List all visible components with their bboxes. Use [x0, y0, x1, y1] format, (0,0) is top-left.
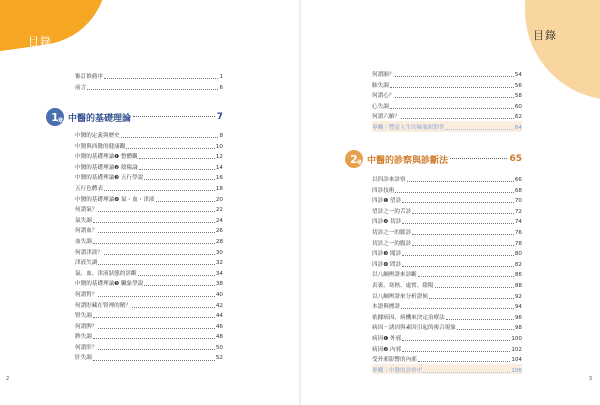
toc-entry-page: 78	[514, 240, 522, 247]
toc-entry-label: 望診之一的舌診	[372, 208, 412, 215]
leader-dots	[132, 307, 215, 308]
leader-dots	[98, 328, 214, 329]
toc-entry-page: 76	[514, 229, 522, 236]
toc-entry[interactable]	[372, 258, 522, 269]
toc-entry-page: 58	[514, 93, 522, 100]
toc-entry[interactable]	[75, 309, 223, 320]
toc-entry-page: 24	[215, 217, 223, 224]
toc-entry-label: 病因❷ 內邪	[372, 346, 402, 353]
chapter-2-entries	[372, 173, 522, 374]
toc-entry-label: 審訂推薦序	[75, 74, 103, 80]
toc-entry-label: 何謂貯藏在腎裡的精？	[75, 302, 131, 309]
left-page-number: 2	[6, 376, 10, 382]
toc-entry-page: 92	[514, 293, 522, 300]
leader-dots	[98, 264, 214, 265]
toc-entry-page: 26	[215, 228, 223, 235]
toc-entry-page: 80	[514, 251, 522, 258]
toc-entry-page: 22	[215, 207, 223, 214]
toc-entry[interactable]	[372, 364, 522, 375]
toc-entry-label: 何謂氣？	[75, 207, 98, 214]
toc-entry[interactable]	[372, 110, 522, 121]
toc-entry-page: 54	[514, 72, 522, 78]
toc-entry-label: 中醫的基礎理論❺ 臟象學說	[75, 281, 144, 288]
toc-entry-label: 四診❷ 切診	[372, 219, 402, 226]
toc-entry[interactable]	[372, 194, 522, 205]
leader-dots	[144, 179, 215, 180]
toc-entry-page: 104	[511, 357, 522, 364]
right-page	[300, 0, 600, 405]
toc-entry-page: 44	[215, 313, 223, 320]
leader-dots	[104, 254, 215, 255]
toc-entry-label: 何謂心？	[372, 93, 395, 100]
toc-entry-label: 四診技術	[372, 187, 395, 194]
right-page-number: 3	[588, 376, 592, 382]
toc-entry-page: 82	[514, 261, 522, 268]
leader-dots	[395, 76, 513, 77]
toc-entry-page: 74	[514, 219, 522, 226]
leader-dots	[104, 190, 215, 191]
leader-dots	[390, 87, 514, 88]
leader-dots	[402, 266, 514, 267]
toc-entry-page: 106	[511, 367, 522, 374]
toc-entry-page: 16	[215, 175, 223, 182]
chapter-2-heading[interactable]	[345, 150, 522, 168]
toc-entry-label: 四診❶ 望診	[372, 198, 402, 205]
toc-entry-page: 56	[514, 82, 522, 89]
toc-entry-label: 病因－誘因與素因引起的複合現象	[372, 325, 456, 332]
leader-dots	[446, 129, 514, 130]
toc-entry[interactable]	[372, 79, 522, 90]
toc-entry-page: 18	[215, 185, 223, 192]
right-page-title: 目錄	[533, 29, 557, 42]
toc-entry-page: 64	[514, 124, 522, 131]
leader-dots	[98, 211, 214, 212]
toc-entry[interactable]	[372, 237, 522, 248]
toc-entry-label: 表裏、寒熱、虛實、陰陽	[372, 282, 434, 289]
toc-entry[interactable]	[372, 121, 522, 132]
leader-dots	[423, 372, 510, 373]
leader-dots	[457, 329, 514, 330]
toc-entry-label: 中醫與西醫的健康觀	[75, 143, 126, 150]
toc-entry-page: 42	[215, 302, 223, 309]
toc-entry[interactable]	[372, 321, 522, 332]
chapter-1-entries	[75, 129, 223, 362]
leader-dots	[435, 287, 514, 288]
toc-entry-label: 四診❹ 問診	[372, 261, 402, 268]
leader-dots	[412, 234, 514, 235]
toc-entry[interactable]	[372, 173, 522, 184]
toc-entry-label: 中醫的基礎理論❹ 氣・血・津液	[75, 196, 155, 203]
toc-entry[interactable]	[372, 290, 522, 301]
toc-entry-label: 腎失調	[75, 313, 92, 320]
toc-entry[interactable]	[75, 351, 223, 362]
toc-entry-page: 20	[215, 196, 223, 203]
toc-entry-page: 12	[215, 154, 223, 161]
toc-entry-label: 中醫的定義與歷史	[75, 133, 120, 139]
toc-entry-page: 86	[514, 272, 522, 279]
leader-dots	[412, 245, 514, 246]
toc-entry-label: 中醫的基礎理論❸ 五行學說	[75, 175, 144, 182]
toc-entry-page: 68	[514, 187, 522, 194]
toc-entry-label: 五行色體表	[75, 185, 103, 192]
toc-entry-label: 中醫的基礎理論❷ 陰陽論	[75, 164, 138, 171]
toc-entry-label: 何謂腎？	[75, 291, 98, 298]
leader-dots	[121, 137, 219, 138]
toc-entry[interactable]	[372, 205, 522, 216]
toc-entry-page: 40	[215, 291, 223, 298]
toc-entry-label: 中醫的基礎理論❶ 整體觀	[75, 154, 138, 161]
toc-entry[interactable]	[372, 184, 522, 195]
toc-entry[interactable]	[75, 320, 223, 331]
toc-entry-label: 以八綱辨證來分析證候	[372, 293, 428, 300]
toc-entry-page: 30	[215, 249, 223, 256]
toc-entry-page: 96	[514, 314, 522, 321]
toc-entry[interactable]	[75, 140, 223, 151]
toc-entry-label: 本證與標證	[372, 304, 400, 311]
toc-entry-label: 切診之一的脈診	[372, 229, 412, 236]
leader-dots	[412, 213, 514, 214]
toc-entry-page: 8	[219, 133, 223, 139]
leader-dots	[93, 222, 215, 223]
toc-entry[interactable]	[75, 193, 223, 204]
toc-entry-page: 62	[514, 114, 522, 121]
leader-dots	[402, 351, 510, 352]
toc-entry-label: 心失調	[372, 103, 389, 110]
leader-dots	[93, 338, 215, 339]
leader-dots	[104, 78, 218, 79]
toc-entry-label: 何謂肺？	[372, 72, 395, 78]
toc-entry-page: 52	[215, 355, 223, 362]
toc-entry-label: 氣、血、津液狀態的診斷	[75, 270, 137, 277]
toc-entry-label: 專欄｜中醫的診察史	[372, 367, 423, 374]
toc-entry-label: 何謂血？	[75, 228, 98, 235]
toc-entry[interactable]	[75, 182, 223, 193]
toc-entry-label: 專欄｜豐富人生的臉腸相對性	[372, 124, 445, 131]
leader-dots	[133, 116, 215, 117]
leader-dots	[93, 317, 215, 318]
toc-entry-page: 102	[511, 346, 522, 353]
leader-dots	[98, 232, 214, 233]
toc-entry[interactable]	[75, 256, 223, 267]
toc-entry-page: 34	[215, 270, 223, 277]
toc-entry[interactable]	[75, 299, 223, 310]
left-page-title: 目錄	[28, 35, 52, 48]
toc-entry-label: 四診❸ 聞診	[372, 251, 402, 258]
leader-dots	[144, 285, 215, 286]
leader-dots	[139, 169, 215, 170]
toc-entry[interactable]	[372, 268, 522, 279]
toc-entry[interactable]	[372, 68, 522, 79]
leader-dots	[93, 243, 215, 244]
leader-dots	[87, 89, 218, 90]
chapter-1-page: 7	[216, 112, 223, 122]
toc-entry-label: 氣失調	[75, 217, 92, 224]
toc-entry-page: 60	[514, 103, 522, 110]
leader-dots	[446, 319, 514, 320]
toc-entry[interactable]	[75, 288, 223, 299]
title-tab-blob	[525, 0, 600, 100]
toc-entry[interactable]	[75, 235, 223, 246]
toc-entry-label: 肺失調	[372, 82, 389, 89]
toc-entry[interactable]	[75, 161, 223, 172]
chapter-1-heading[interactable]	[46, 108, 223, 126]
toc-entry-label: 肝失調	[75, 355, 92, 362]
leader-dots	[156, 201, 215, 202]
toc-entry-label: 依據病因、病機來決定治療法	[372, 314, 445, 321]
toc-entry[interactable]	[372, 100, 522, 111]
leader-dots	[98, 296, 214, 297]
chapter-1-continued-entries	[372, 68, 522, 132]
toc-entry-page: 50	[215, 344, 223, 351]
toc-entry[interactable]	[372, 332, 522, 343]
chapter-1-badge: 1 章	[46, 108, 64, 126]
toc-entry[interactable]	[75, 203, 223, 214]
leader-dots	[139, 158, 215, 159]
toc-entry-page: 10	[215, 143, 223, 150]
toc-entry[interactable]	[372, 215, 522, 226]
leader-dots	[401, 308, 514, 309]
toc-entry-label: 以八綱辨證來診斷	[372, 272, 417, 279]
toc-entry[interactable]	[75, 224, 223, 235]
leader-dots	[418, 276, 514, 277]
front-matter-list	[75, 70, 223, 91]
leader-dots	[138, 275, 215, 276]
leader-dots	[429, 298, 514, 299]
toc-entry[interactable]	[75, 171, 223, 182]
toc-entry-page: 1	[219, 74, 223, 80]
toc-entry[interactable]	[372, 311, 522, 322]
leader-dots	[450, 158, 507, 159]
toc-entry-label: 何謂脾？	[75, 323, 98, 330]
toc-entry-label: 受外邪影響的內邪	[372, 357, 417, 364]
chapter-2-title: 中醫的診察與診斷法	[367, 155, 449, 166]
toc-entry-label: 津液失調	[75, 260, 98, 267]
toc-entry[interactable]	[372, 353, 522, 364]
toc-entry-page: 32	[215, 260, 223, 267]
toc-entry[interactable]	[372, 279, 522, 290]
toc-entry[interactable]	[75, 150, 223, 161]
toc-entry[interactable]	[75, 277, 223, 288]
toc-entry-page: 98	[514, 325, 522, 332]
toc-entry[interactable]	[75, 246, 223, 257]
toc-entry[interactable]	[75, 129, 223, 140]
toc-entry-label: 何謂六腑？	[372, 114, 400, 121]
toc-entry-page: 48	[215, 334, 223, 341]
chapter-1-title: 中醫的基礎理論	[68, 113, 132, 124]
leader-dots	[93, 360, 215, 361]
toc-entry-label: 脾失調	[75, 334, 92, 341]
toc-entry[interactable]	[75, 330, 223, 341]
toc-entry[interactable]	[372, 300, 522, 311]
toc-entry[interactable]	[372, 343, 522, 354]
toc-entry[interactable]	[75, 267, 223, 278]
toc-entry-page: 70	[514, 198, 522, 205]
leader-dots	[98, 349, 214, 350]
leader-dots	[402, 223, 514, 224]
leader-dots	[402, 255, 514, 256]
toc-entry-page: 14	[215, 164, 223, 171]
toc-entry-label: 血失調	[75, 238, 92, 245]
title-tab-blob	[0, 0, 116, 54]
chapter-2-badge: 2 章	[345, 150, 363, 168]
leader-dots	[395, 97, 513, 98]
leader-dots	[402, 202, 514, 203]
toc-entry-page: 38	[215, 281, 223, 288]
toc-entry-page: 66	[514, 177, 522, 183]
leader-dots	[402, 340, 510, 341]
toc-entry-label: 前言	[75, 84, 87, 91]
leader-dots	[407, 181, 514, 182]
toc-entry[interactable]	[75, 81, 223, 92]
toc-entry[interactable]	[372, 89, 522, 100]
chapter-2-page: 65	[509, 154, 522, 164]
toc-entry-page: 6	[219, 84, 223, 91]
toc-entry-page: 46	[215, 323, 223, 330]
leader-dots	[395, 192, 513, 193]
leader-dots	[418, 361, 511, 362]
leader-dots	[390, 108, 514, 109]
toc-entry-page: 100	[511, 335, 522, 342]
toc-entry[interactable]	[75, 70, 223, 81]
toc-entry[interactable]	[372, 226, 522, 237]
toc-entry-label: 何謂津液？	[75, 249, 103, 256]
toc-entry-page: 28	[215, 238, 223, 245]
toc-entry-label: 何謂肝？	[75, 344, 98, 351]
toc-entry[interactable]	[372, 247, 522, 258]
toc-entry-label: 以四診來診察	[372, 177, 406, 183]
leader-dots	[401, 118, 514, 119]
toc-entry-label: 病因❶ 外邪	[372, 335, 402, 342]
toc-entry-page: 88	[514, 282, 522, 289]
toc-entry-label: 切診之一的腹診	[372, 240, 412, 247]
toc-entry[interactable]	[75, 341, 223, 352]
toc-entry-page: 72	[514, 208, 522, 215]
toc-entry-page: 94	[514, 304, 522, 311]
toc-entry[interactable]	[75, 214, 223, 225]
leader-dots	[126, 148, 215, 149]
